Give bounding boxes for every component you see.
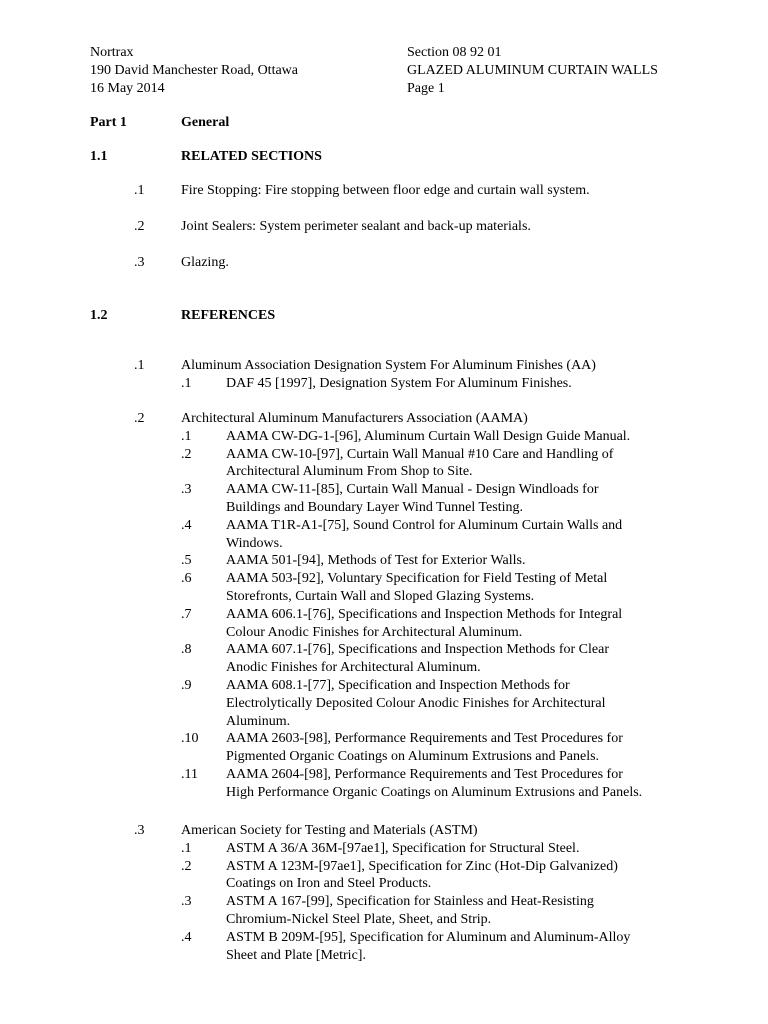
reference-text: ASTM B 209M-[95], Specification for Aluminum and Aluminum-Alloy	[226, 929, 631, 945]
company-name: Nortrax	[90, 45, 134, 60]
reference-number: .7	[181, 606, 192, 622]
reference-text: AAMA CW-DG-1-[96], Aluminum Curtain Wall Design Guide Manual.	[226, 428, 631, 444]
reference-text-continued: Colour Anodic Finishes for Architectural Aluminum.	[226, 624, 523, 640]
reference-text: AAMA 501-[94], Methods of Test for Exterior Walls.	[226, 553, 526, 569]
reference-text: AAMA 2603-[98], Performance Requirements and Test Procedures for	[226, 731, 623, 747]
reference-text-continued: Sheet and Plate [Metric].	[226, 947, 366, 963]
reference-text: AAMA 2604-[98], Performance Requirements and Test Procedures for	[226, 766, 623, 782]
reference-text-continued: Coatings on Iron and Steel Products.	[226, 876, 432, 892]
reference-text: AAMA 503-[92], Voluntary Specification for Field Testing of Metal	[226, 571, 608, 587]
reference-text: ASTM A 36/A 36M-[97ae1], Specification for Structural Steel.	[226, 840, 580, 856]
part-title: General	[181, 115, 230, 130]
reference-number: .10	[181, 731, 199, 747]
reference-number: .1	[181, 840, 192, 856]
reference-text-continued: Storefronts, Curtain Wall and Sloped Glazing Systems.	[226, 588, 535, 604]
section-1-2-title: REFERENCES	[181, 308, 276, 323]
reference-number: .1	[181, 375, 192, 391]
reference-text-continued: Anodic Finishes for Architectural Aluminum.	[226, 660, 481, 676]
related-item-text: Joint Sealers: System perimeter sealant and back-up materials.	[181, 219, 531, 234]
group-title: American Society for Testing and Materials (ASTM)	[181, 823, 478, 838]
reference-number: .1	[181, 428, 192, 444]
header-left	[90, 44, 298, 97]
reference-text: ASTM A 167-[99], Specification for Stainless and Heat-Resisting	[226, 894, 594, 910]
page-number: Page 1	[407, 80, 445, 96]
section-title: GLAZED ALUMINUM CURTAIN WALLS	[407, 62, 658, 78]
reference-number: .6	[181, 571, 192, 587]
reference-text: DAF 45 [1997], Designation System For Aluminum Finishes.	[226, 375, 572, 391]
reference-text-continued: Chromium-Nickel Steel Plate, Sheet, and Strip.	[226, 911, 492, 927]
reference-number: .5	[181, 553, 192, 569]
reference-text: AAMA 608.1-[77], Specification and Inspection Methods for	[226, 677, 570, 693]
section-1-1-number: 1.1	[90, 149, 108, 164]
reference-number: .4	[181, 929, 192, 945]
reference-number: .11	[181, 766, 198, 782]
reference-text: AAMA T1R-A1-[75], Sound Control for Aluminum Curtain Walls and	[226, 517, 623, 533]
reference-text-continued: High Performance Organic Coatings on Aluminum Extrusions and Panels.	[226, 784, 643, 800]
document-date: 16 May 2014	[90, 80, 165, 96]
reference-number: .9	[181, 677, 192, 693]
related-item-number: .3	[134, 255, 145, 270]
header-right	[407, 44, 658, 97]
reference-number: .2	[181, 858, 192, 874]
related-item-number: .2	[134, 219, 145, 234]
group-number: .1	[134, 358, 145, 373]
reference-text: AAMA CW-10-[97], Curtain Wall Manual #10 Care and Handling of	[226, 446, 614, 462]
section-1-1-title: RELATED SECTIONS	[181, 149, 322, 164]
reference-text: AAMA 606.1-[76], Specifications and Inspection Methods for Integral	[226, 606, 623, 622]
reference-group-aama	[0, 410, 768, 802]
section-number: Section 08 92 01	[407, 45, 502, 60]
related-item-text: Glazing.	[181, 255, 229, 270]
group-title: Aluminum Association Designation System For Aluminum Finishes (AA)	[181, 358, 596, 373]
reference-text-continued: Aluminum.	[226, 713, 291, 729]
part-number: Part 1	[90, 115, 127, 130]
reference-number: .8	[181, 642, 192, 658]
group-number: .2	[134, 411, 145, 426]
reference-text-continued: Pigmented Organic Coatings on Aluminum Extrusions and Panels.	[226, 749, 600, 765]
reference-text-continued: Buildings and Boundary Layer Wind Tunnel Testing.	[226, 499, 523, 515]
reference-number: .2	[181, 446, 192, 462]
section-1-2-number: 1.2	[90, 308, 108, 323]
reference-text-continued: Electrolytically Deposited Colour Anodic Finishes for Architectural	[226, 695, 606, 711]
reference-text: AAMA CW-11-[85], Curtain Wall Manual - Design Windloads for	[226, 482, 599, 498]
reference-text: ASTM A 123M-[97ae1], Specification for Zinc (Hot-Dip Galvanized)	[226, 858, 618, 874]
reference-number: .3	[181, 894, 192, 910]
group-number: .3	[134, 823, 145, 838]
related-item-text: Fire Stopping: Fire stopping between floor edge and curtain wall system.	[181, 183, 590, 198]
group-title: Architectural Aluminum Manufacturers Association (AAMA)	[181, 411, 528, 426]
reference-text-continued: Windows.	[226, 535, 283, 551]
reference-number: .4	[181, 517, 192, 533]
reference-text-continued: Architectural Aluminum From Shop to Site.	[226, 464, 473, 480]
reference-number: .3	[181, 482, 192, 498]
reference-group-astm	[0, 822, 768, 964]
reference-text: AAMA 607.1-[76], Specifications and Inspection Methods for Clear	[226, 642, 609, 658]
company-address: 190 David Manchester Road, Ottawa	[90, 62, 298, 78]
related-item-number: .1	[134, 183, 145, 198]
reference-group-aa	[0, 357, 768, 393]
